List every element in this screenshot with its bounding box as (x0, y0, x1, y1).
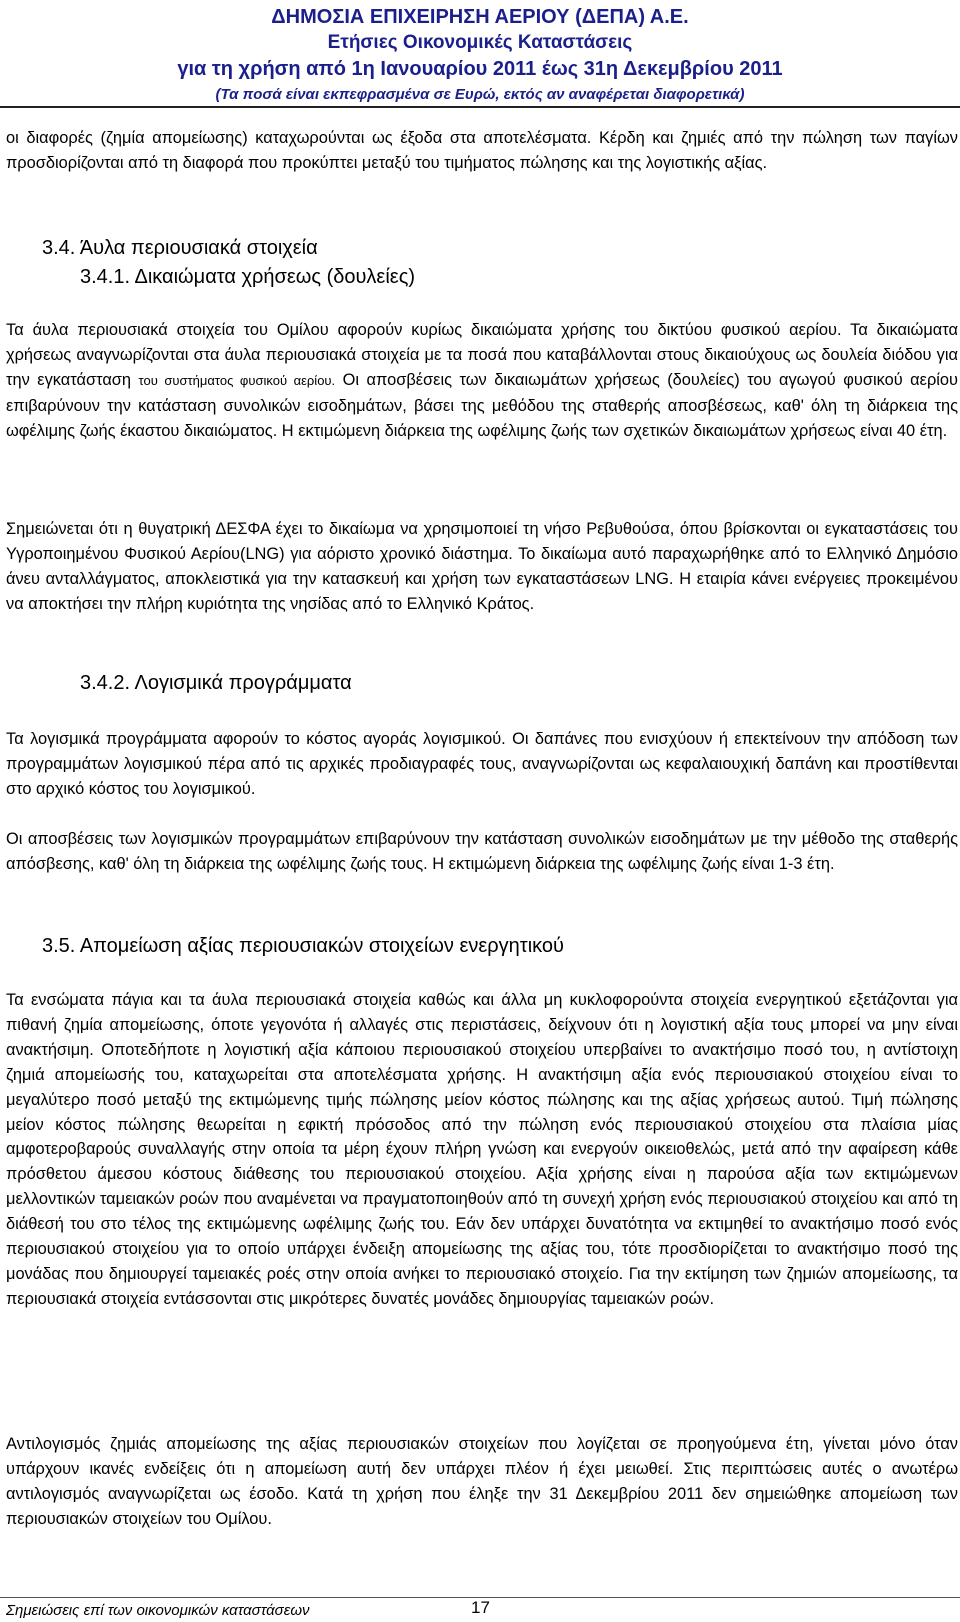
heading-3-5: 3.5. Απομείωση αξίας περιουσιακών στοιχείων ενεργητικού (42, 935, 564, 957)
paragraph-revythousa: Σημειώνεται ότι η θυγατρική ΔΕΣΦΑ έχει το δικαίωμα να χρησιμοποιεί τη νήσο Ρεβυθούσα, όπου βρίσκονται οι εγκαταστάσεις του Υγροποιημένου Φυσικού Αερίου(LNG) για αόριστο χρονικό διάστημα. Το δικαίωμα αυτό παραχωρήθηκε από το Ελληνικό Δημόσιο άνευ ανταλλάγματος, αποκλειστικά για την κατασκευή και χρήση των εγκαταστάσεων LNG. Η εταιρία κάνει ενέργειες προκειμένου να αποκτήσει την πλήρη κυριότητα της νησίδας από το Ελληνικό Κράτος. (6, 520, 958, 613)
footer-text: Σημειώσεις επί των οικονομικών καταστάσεων (6, 1602, 310, 1619)
paragraph-rights-of-use-amortization: Οι αποσβέσεις των δικαιωμάτων χρήσεως (δουλείες) του αγωγού φυσικού αερίου επιβαρύνουν την κατάσταση συνολικών εισοδημάτων, βάσει της μεθόδου της σταθερής αποσβέσεως, καθ' όλη τη διάρκεια της ωφέλιμης ζωής έκαστου δικαιώματος. Η εκτιμώμενη διάρκεια της ωφέλιμης ζωής των σχετικών δικαιωμάτων χρήσεως είναι 40 έτη. (6, 370, 958, 440)
paragraph-impairment: Τα ενσώματα πάγια και τα άυλα περιουσιακά στοιχεία καθώς και άλλα μη κυκλοφορούντα στοιχεία ενεργητικού εξετάζονται για πιθανή ζημία απομείωσης, όποτε γεγονότα ή αλλαγές στις περιστάσεις, δείχνουν ότι η λογιστική αξία τους μπορεί να μην είναι ανακτήσιμη. Οποτεδήποτε η λογιστική αξία κάποιου περιουσιακού στοιχείου υπερβαίνει το ανακτήσιμο ποσό του, η αντίστοιχη ζημιά απομείωσής του, καταχωρείται στα αποτελέσματα χρήσης. Η ανακτήσιμη αξία ενός περιουσιακού στοιχείου είναι το μεγαλύτερο ποσό μεταξύ της εκτιμώμενης τιμής πώλησης μείον κόστος πώλησης και της αξίας χρήσεως αυτού. Τιμή πώλησης μείον κόστος πώλησης θεωρείται η εφικτή πρόσοδος από την πώληση ενός περιουσιακού στοιχείου στα πλαίσια μίας αμφοτεροβαρούς συναλλαγής στην οποία τα μέρη έχουν πλήρη γνώση και ενεργούν οικειοθελώς, μετά από την αφαίρεση κάθε πρόσθετου άμεσου κόστους διάθεσης του περιουσιακού στοιχείου. Αξία χρήσης είναι η παρούσα αξία των εκτιμώμενων μελλοντικών ταμειακών ροών που αναμένεται να πραγματοποιηθούν από τη συνεχή χρήση ενός περιουσιακού στοιχείου και από τη διάθεσή του στο τέλος της εκτιμώμενης ωφέλιμης ζωής του. Εάν δεν υπάρχει δυνατότητα να εκτιμηθεί το ανακτήσιμο ποσό ενός περιουσιακού στοιχείου για το οποίο υπάρχει ένδειξη απομείωσης της αξίας του, τότε προσδιορίζεται το ανακτήσιμο ποσό της μονάδας που δημιουργεί ταμειακές ροές στην οποία ανήκει το περιουσιακό στοιχείο. Για την εκτίμηση των ζημιών απομείωσης, τα περιουσιακά στοιχεία εντάσσονται στις μικρότερες δυνατές μονάδες δημιουργίας ταμειακών ροών. (6, 991, 958, 1308)
paragraph-software-amortization: Οι αποσβέσεις των λογισμικών προγραμμάτων επιβαρύνουν την κατάσταση συνολικών εισοδημάτων με την μέθοδο της σταθερής απόσβεσης, καθ' όλη τη διάρκεια της ωφέλιμης ζωής τους. Η εκτιμώμενη διάρκεια της ωφέλιμης ζωής είναι 1-3 έτη. (6, 830, 958, 873)
heading-3-4: 3.4. Άυλα περιουσιακά στοιχεία (42, 237, 318, 259)
report-period: για τη χρήση από 1η Ιανουαρίου 2011 έως 31η Δεκεμβρίου 2011 (177, 58, 783, 80)
heading-3-4-1: 3.4.1. Δικαιώματα χρήσεως (δουλείες) (80, 266, 415, 288)
company-name: ΔΗΜΟΣΙΑ ΕΠΙΧΕΙΡΗΣΗ ΑΕΡΙΟΥ (ΔΕΠΑ) Α.Ε. (271, 6, 689, 28)
report-title: Ετήσιες Οικονομικές Καταστάσεις (327, 32, 633, 53)
paragraph-impairment-reversal: Αντιλογισμός ζημιάς απομείωσης της αξίας περιουσιακών στοιχείων που λογίζεται σε προηγούμενα έτη, γίνεται μόνο όταν υπάρχουν ικανές ενδείξεις ότι η απομείωση αυτή δεν υπάρχει πλέον ή έχει μειωθεί. Στις περιπτώσεις αυτές ο ανωτέρω αντιλογισμός αναγνωρίζεται ως έσοδο. Κατά τη χρήση που έληξε την 31 Δεκεμβρίου 2011 δεν σημειώθηκε απομείωση των περιουσιακών στοιχείων του Ομίλου. (6, 1435, 958, 1528)
currency-note: (Τα ποσά είναι εκπεφρασμένα σε Ευρώ, εκτός αν αναφέρεται διαφορετικά) (215, 86, 745, 103)
header-rule (0, 106, 960, 108)
paragraph-rights-of-use (6, 318, 958, 444)
paragraph-rights-of-use-text: Τα άυλα περιουσιακά στοιχεία του Ομίλου αφορούν κυρίως δικαιώματα χρήσης του δικτύου φυσικού αερίου. Τα δικαιώματα χρήσεως αναγνωρίζονται στα άυλα περιουσιακά στοιχεία με τα ποσά που καταβάλλονται στους δικαιούχους ως δουλεία διόδου για την εγκατάσταση (6, 321, 958, 389)
paragraph-rights-of-use-small: του συστήματος φυσικού αερίου. (138, 372, 336, 388)
page-number: 17 (471, 1598, 490, 1617)
intro-paragraph: οι διαφορές (ζημία απομείωσης) καταχωρούνται ως έξοδα στα αποτελέσματα. Κέρδη και ζημιές από την πώληση των παγίων προσδιορίζονται από τη διαφορά που προκύπτει μεταξύ του τιμήματος πώλησης και της λογιστικής αξίας. (6, 129, 958, 172)
heading-3-4-2: 3.4.2. Λογισμικά προγράμματα (80, 672, 352, 694)
paragraph-software: Τα λογισμικά προγράμματα αφορούν το κόστος αγοράς λογισμικού. Οι δαπάνες που ενισχύουν ή επεκτείνουν την απόδοση των προγραμμάτων λογισμικού πέρα από τις αρχικές προδιαγραφές τους, αναγνωρίζονται ως κεφαλαιουχική δαπάνη και προστίθενται στο αρχικό κόστος του λογισμικού. (6, 730, 958, 798)
